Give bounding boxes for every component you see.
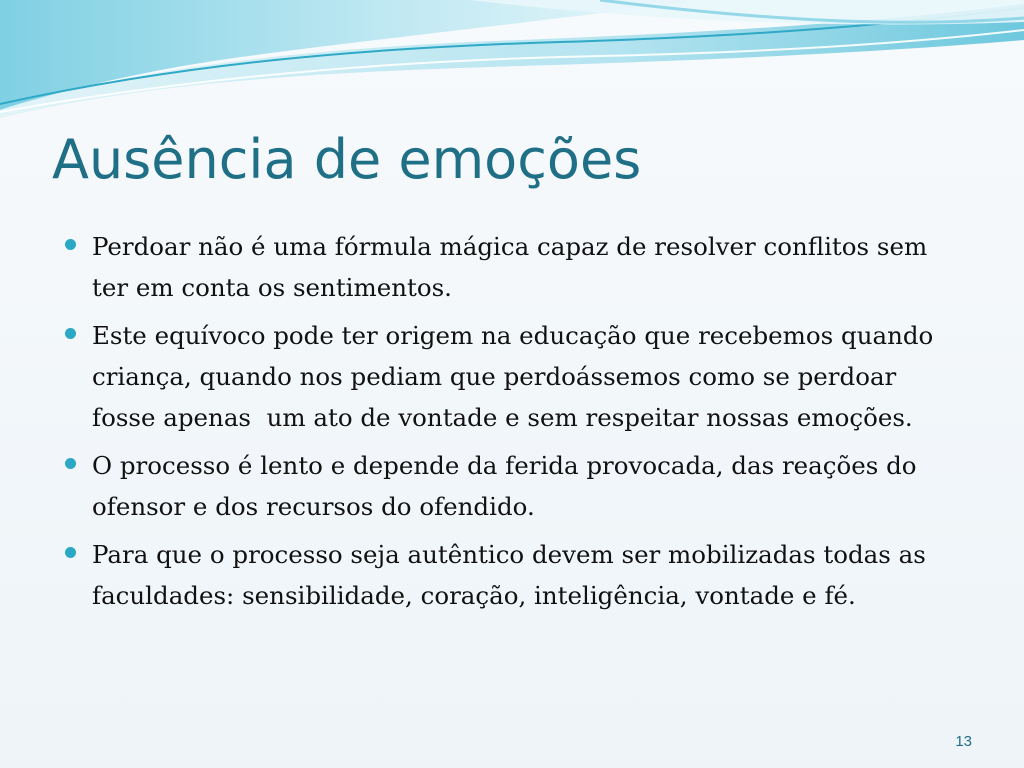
bullet-text: Para que o processo seja autêntico devem ser mobilizadas todas as faculdades: sensibilidade, coração, inteligência, vontade e fé. xyxy=(92,540,926,610)
bullet-dot-icon xyxy=(65,328,76,339)
bullet-dot-icon xyxy=(65,547,76,558)
bullet-item xyxy=(62,534,962,616)
bullet-text: O processo é lento e depende da ferida provocada, das reações do ofensor e dos recursos do ofendido. xyxy=(92,451,917,521)
wave-decoration xyxy=(0,0,1024,130)
slide-title: Ausência de emoções xyxy=(52,128,642,191)
bullet-dot-icon xyxy=(65,239,76,250)
page-number: 13 xyxy=(955,733,972,750)
bullet-list xyxy=(62,226,962,623)
bullet-item xyxy=(62,226,962,308)
bullet-dot-icon xyxy=(65,458,76,469)
bullet-item xyxy=(62,315,962,438)
bullet-text: Este equívoco pode ter origem na educação que recebemos quando criança, quando nos pediam que perdoássemos como se perdoar fosse apenas um ato de vontade e sem respeitar nossas emoções. xyxy=(92,321,942,432)
bullet-text: Perdoar não é uma fórmula mágica capaz de resolver conflitos sem ter em conta os sentimentos. xyxy=(92,232,928,302)
bullet-item xyxy=(62,445,962,527)
